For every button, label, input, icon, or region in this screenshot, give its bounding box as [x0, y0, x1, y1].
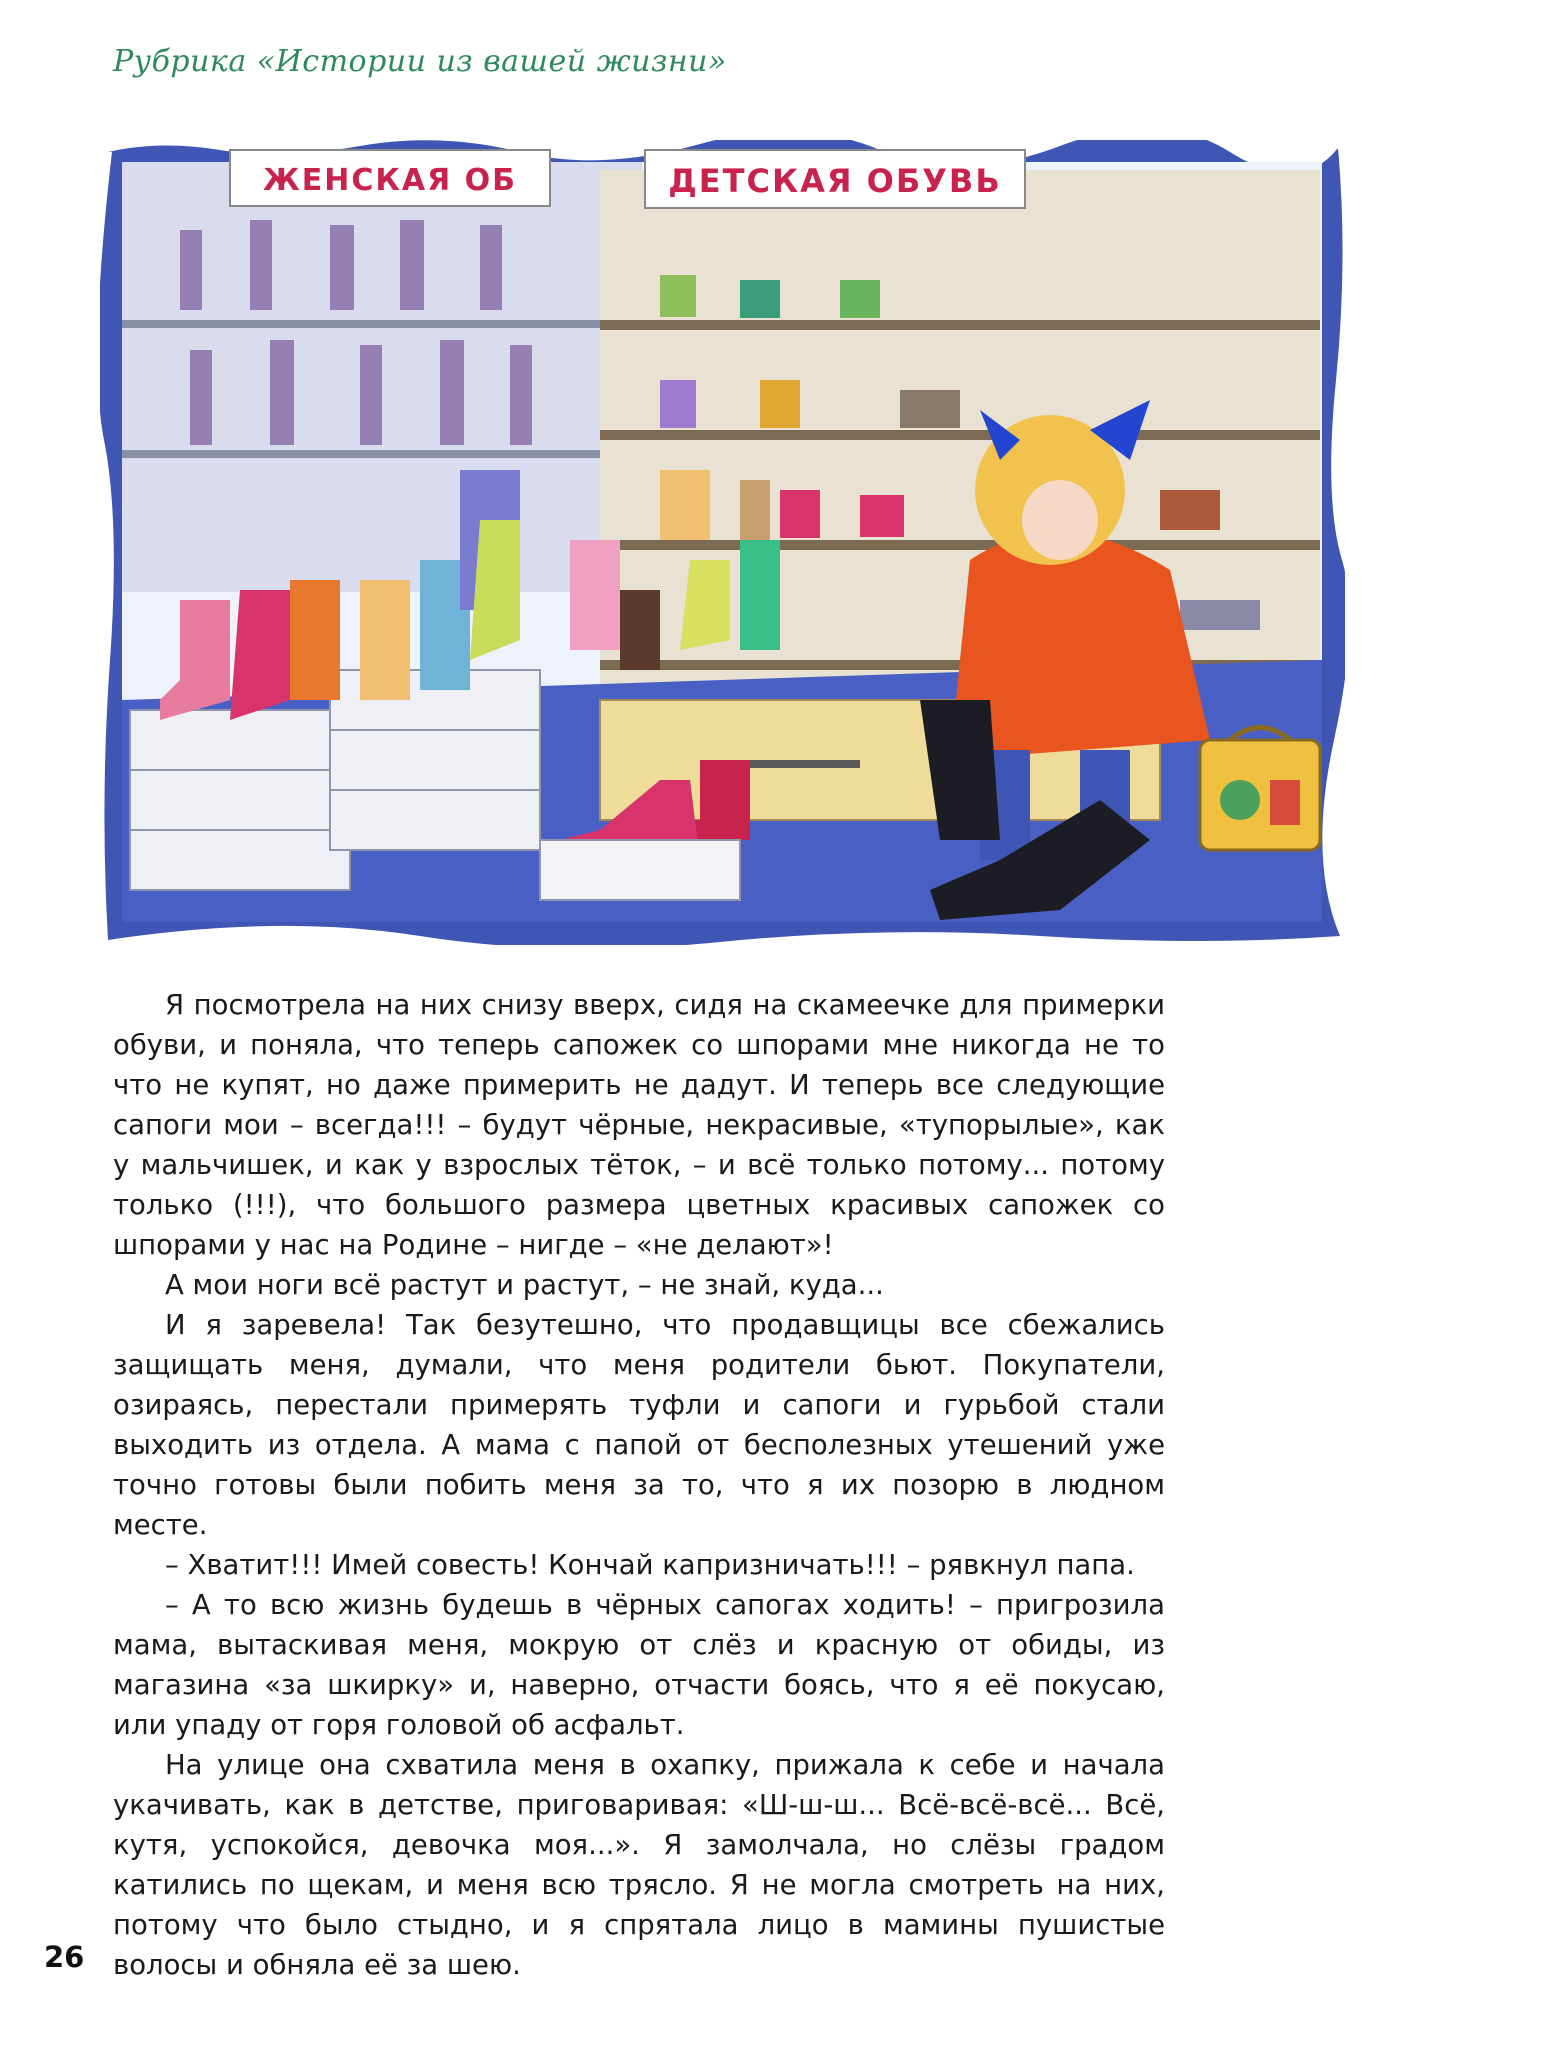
- childrens-sign-text: ДЕТСКАЯ ОБУВЬ: [668, 162, 1002, 200]
- lunchbox: [1200, 740, 1320, 850]
- paragraph: А мои ноги всё растут и растут, – не знай, куда...: [165, 1269, 884, 1301]
- paragraph: – А то всю жизнь будешь в чёрных сапогах ходить! – пригрозила мама, вытаскивая меня, мокрую от слёз и красную от обиды, из магазина «за шкирку» и, наверно, отчасти боясь, что я её покусаю, или упаду от горя головой об асфальт.: [113, 1589, 1165, 1741]
- paragraph: На улице она схватила меня в охапку, прижала к себе и начала укачивать, как в детстве, приговаривая: «Ш-ш-ш... Всё-всё-всё... Всё, кутя, успокойся, девочка моя...». Я замолчала, но слёзы градом катились по щекам, и меня всю трясло. Я не могла смотреть на них, потому что было стыдно, и я спрятала лицо в мамины пушистые волосы и обняла её за шею.: [113, 1749, 1165, 1981]
- paragraph: И я заревела! Так безутешно, что продавщицы все сбежались защищать меня, думали, что меня родители бьют. Покупатели, озираясь, перестали примерять туфли и сапоги и гурьбой стали выходить из отдела. А мама с папой от бесполезных утешений уже точно готовы были побить меня за то, что я их позорю в людном месте.: [113, 1309, 1165, 1541]
- page-number: 26: [44, 1940, 85, 1974]
- rubric-header: Рубрика «Истории из вашей жизни»: [113, 44, 727, 79]
- story-text: [113, 985, 1165, 1985]
- shoe-store-illustration: [100, 140, 1345, 945]
- paragraph: Я посмотрела на них снизу вверх, сидя на скамеечке для примерки обуви, и поняла, что теперь сапожек со шпорами мне никогда не то что не купят, но даже примерить не дадут. И теперь все следующие сапоги мои – всегда!!! – будут чёрные, некрасивые, «тупорылые», как у мальчишек, и как у взрослых тёток, – и всё только потому... потому только (!!!), что большого размера цветных красивых сапожек со шпорами у нас на Родине – нигде – «не делают»!: [113, 989, 1165, 1261]
- paragraph: – Хватит!!! Имей совесть! Кончай капризничать!!! – рявкнул папа.: [165, 1549, 1135, 1581]
- womens-sign-text: ЖЕНСКАЯ ОБ: [263, 163, 517, 198]
